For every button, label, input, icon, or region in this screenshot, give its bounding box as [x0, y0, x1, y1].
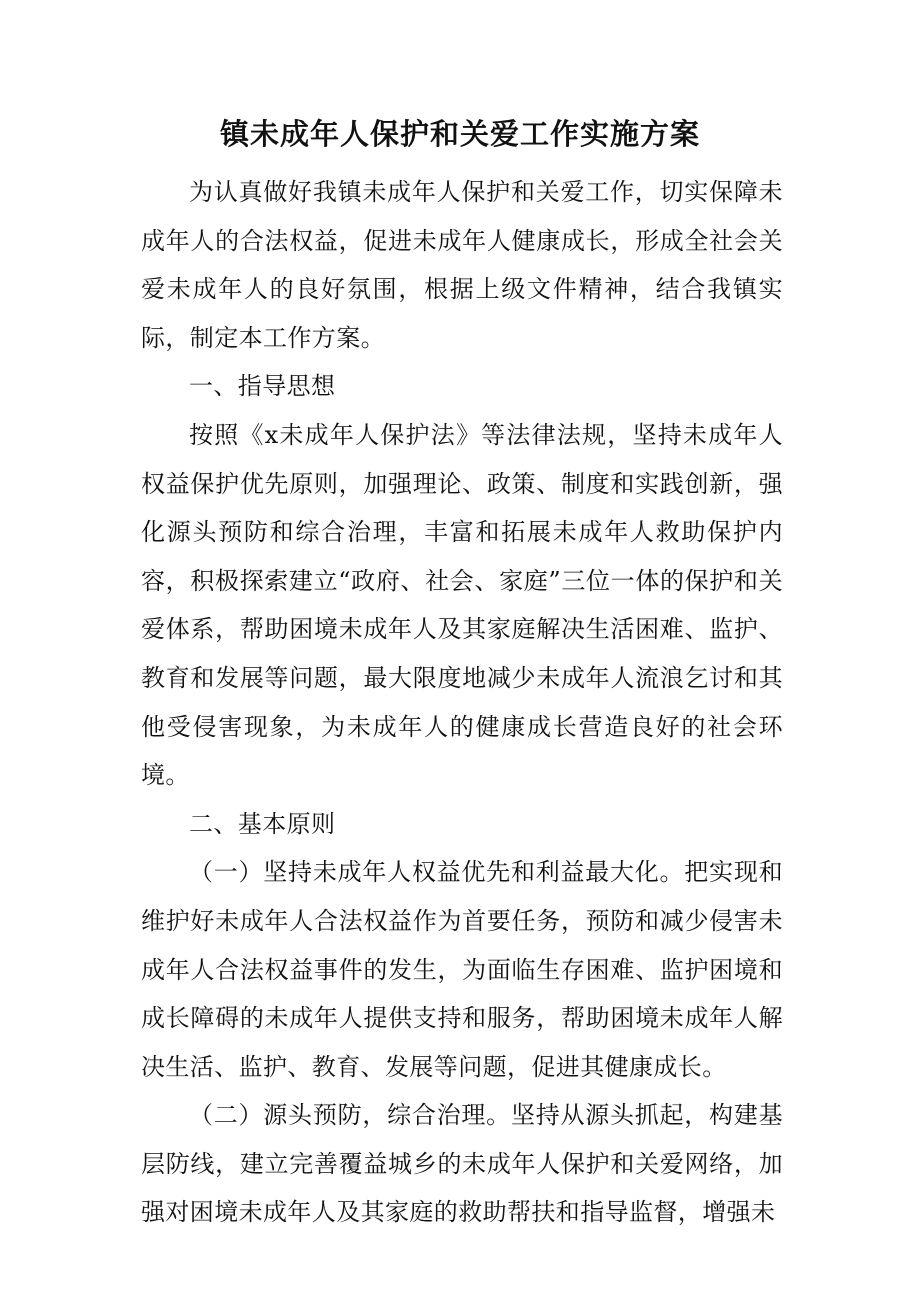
principle-one-paragraph: （一）坚持未成年人权益优先和利益最大化。把实现和维护好未成年人合法权益作为首要任务，预防和减少侵害未成年人合法权益事件的发生，为面临生存困难、监护困境和成长障碍的未成年人提供支持和服务，帮助困境未成年人解决生活、监护、教育、发展等问题，促进其健康成长。: [141, 858, 783, 1081]
principle-two-paragraph: （二）源头预防，综合治理。坚持从源头抓起，构建基层防线，建立完善覆益城乡的未成年人保护和关爱网络，加强对困境未成年人及其家庭的救助帮扶和指导监督，增强未: [141, 1101, 783, 1227]
guiding-ideology-paragraph: 按照《x未成年人保护法》等法律法规，坚持未成年人权益保护优先原则，加强理论、政策、制度和实践创新，强化源头预防和综合治理，丰富和拓展未成年人救助保护内容，积极探索建立“政府、社会、家庭”三位一体的保护和关爱体系，帮助困境未成年人及其家庭解决生活困难、监护、教育和发展等问题，最大限度地减少未成年人流浪乞讨和其他受侵害现象，为未成年人的健康成长营造良好的社会环境。: [141, 420, 783, 790]
section-heading-basic-principles: 二、基本原则: [189, 809, 336, 838]
document-title: 镇未成年人保护和关爱工作实施方案: [219, 117, 700, 151]
intro-paragraph: 为认真做好我镇未成年人保护和关爱工作，切实保障未成年人的合法权益，促进未成年人健康成长，形成全社会关爱未成年人的良好氛围，根据上级文件精神，结合我镇实际，制定本工作方案。: [141, 178, 783, 352]
section-heading-guiding-ideology: 一、指导思想: [189, 372, 336, 401]
document-body: [141, 168, 783, 1237]
